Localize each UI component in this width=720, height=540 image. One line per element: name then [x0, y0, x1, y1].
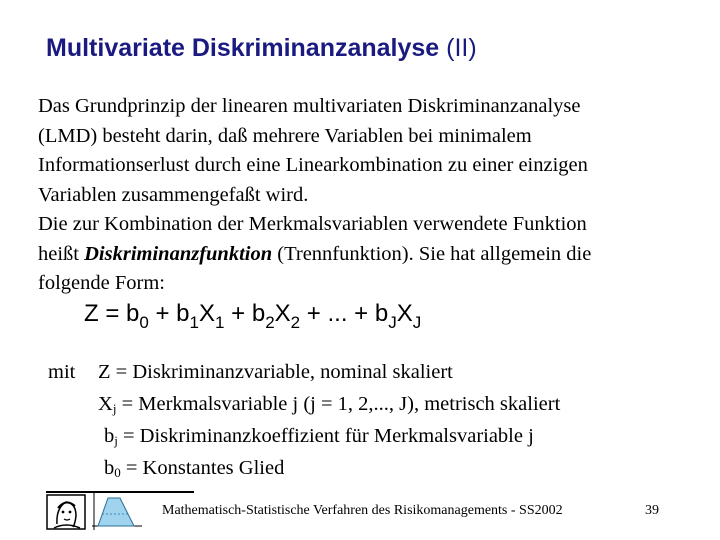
body-line-3: Informationserlust durch eine Linearkombination zu einer einzigen [38, 154, 588, 176]
definition-text: = Konstantes Glied [120, 457, 285, 479]
formula-part: Z = b [84, 300, 140, 327]
discriminant-formula [84, 300, 421, 333]
formula-part: X [199, 300, 216, 327]
definition-z: Z = Diskriminanzvariable, nominal skaliert [98, 361, 453, 383]
body-line-6 [38, 240, 710, 270]
definition-text: = Diskriminanzkoeffizient für Merkmalsvariable j [117, 425, 534, 447]
definition-symbol: b [104, 425, 115, 447]
definition-b0 [104, 452, 284, 489]
formula-part: + b [148, 300, 190, 327]
formula-part: + b [224, 300, 266, 327]
formula-sub: J [388, 313, 397, 332]
formula-sub: 2 [265, 313, 275, 332]
body-paragraph [38, 92, 710, 299]
formula-sub: 2 [290, 313, 301, 332]
definition-sub: 0 [114, 465, 121, 480]
body-line-7: folgende Form: [38, 272, 165, 294]
page-title [46, 34, 477, 63]
definition-sub: j [112, 401, 117, 416]
formula-sub: 1 [189, 313, 199, 332]
distribution-curve-icon [88, 492, 144, 532]
footer-course-title: Mathematisch-Statistische Verfahren des Risikomanagements - SS2002 [162, 503, 563, 518]
definition-sub: j [114, 433, 118, 448]
formula-sub: 1 [215, 313, 225, 332]
body-line-4: Variablen zusammengefaßt wird. [38, 183, 309, 206]
formula-sub: J [412, 313, 422, 332]
formula-sub: 0 [139, 313, 149, 332]
page-number: 39 [645, 503, 659, 518]
title-main: Multivariate Diskriminanzanalyse [46, 34, 440, 62]
body-line-1: Das Grundprinzip der linearen multivariaten Diskriminanzanalyse [38, 95, 581, 117]
body-line-6-pre: heißt [38, 242, 85, 265]
body-line-2: (LMD) besteht darin, daß mehrere Variablen bei minimalem [38, 124, 532, 147]
body-line-6-post: (Trennfunktion). Sie hat allgemein die [272, 242, 592, 265]
definition-symbol: b [104, 457, 115, 479]
formula-part: X [274, 300, 291, 327]
definition-text: = Merkmalsvariable j (j = 1, 2,..., J), metrisch skaliert [116, 393, 561, 415]
definition-symbol: X [98, 393, 113, 415]
title-suffix: (II) [439, 34, 477, 62]
mit-label: mit [48, 361, 76, 383]
body-line-5: Die zur Kombination der Merkmalsvariablen verwendete Funktion [38, 213, 587, 235]
portrait-logo-icon [46, 494, 86, 530]
formula-part: X [396, 300, 413, 327]
term-diskriminanzfunktion: Diskriminanzfunktion [84, 242, 273, 265]
formula-part: + ... + b [300, 300, 389, 327]
